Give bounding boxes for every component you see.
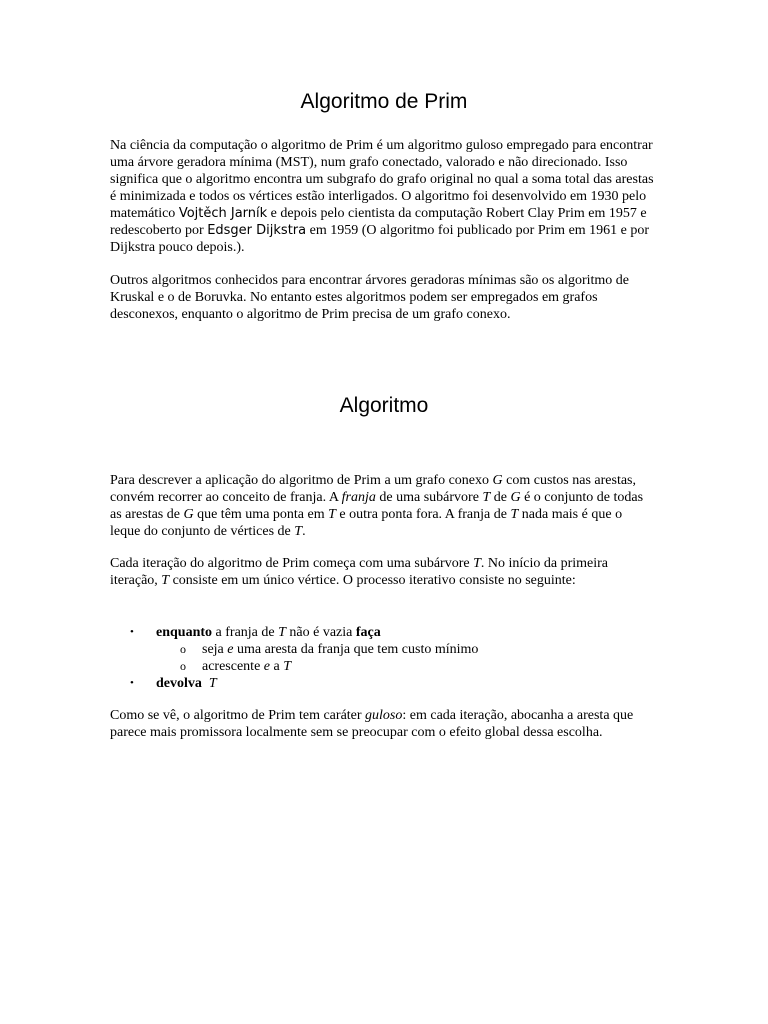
page-title: Algoritmo de Prim xyxy=(300,90,468,113)
list-item-text xyxy=(156,624,381,641)
text: : em cada iteração, abocanha a aresta que parece mais promissora localmente sem se preocupar com o efeito global dessa escolha. xyxy=(110,708,634,740)
var-t: T xyxy=(208,676,217,691)
var-t: T xyxy=(283,659,292,674)
list-item xyxy=(110,624,655,641)
intro-p1-middle: e depois pelo cientista da computação Robert Clay Prim em 1957 e redescoberto por xyxy=(110,206,647,238)
text: acrescente xyxy=(202,659,264,674)
text: Como se vê, o algoritmo de Prim tem caráter xyxy=(110,708,366,723)
algo-paragraph-3 xyxy=(110,707,655,741)
text: que têm uma ponta em xyxy=(193,507,329,522)
intro-paragraph-1 xyxy=(110,137,655,256)
text: e outra ponta fora. A franja de xyxy=(335,507,511,522)
term-guloso: guloso xyxy=(365,708,403,723)
section-title: Algoritmo xyxy=(339,394,429,417)
keyword-devolva: devolva xyxy=(156,676,202,691)
var-e: e xyxy=(263,659,271,674)
text: nada mais é que o leque do conjunto de vértices de xyxy=(110,507,623,539)
sub-list-item xyxy=(110,641,655,658)
var-t: T xyxy=(278,625,286,640)
link-jarnik[interactable]: Vojtěch Jarník xyxy=(178,206,268,221)
keyword-faca: faça xyxy=(355,625,381,640)
text: a franja de xyxy=(212,625,279,640)
keyword-enquanto: enquanto xyxy=(156,625,213,640)
intro-paragraph-2: Outros algoritmos conhecidos para encontrar árvores geradoras mínimas são os algoritmo de Kruskal e o de Boruvka. No entanto estes algoritmos podem ser empregados em grafos desconexos, enquanto o algoritmo de Prim precisa de um grafo conexo. xyxy=(110,273,630,322)
var-t: T xyxy=(510,507,519,522)
var-g: G xyxy=(510,490,521,505)
sub-bullet-icon: o xyxy=(180,659,186,673)
text: . No início da primeira iteração, xyxy=(110,556,609,588)
text: de xyxy=(490,490,511,505)
link-dijkstra[interactable]: Edsger Dijkstra xyxy=(207,223,307,238)
var-t: T xyxy=(294,524,303,539)
text: uma aresta da franja que tem custo mínimo xyxy=(233,642,479,657)
sub-list-item xyxy=(110,658,655,675)
algorithm-steps-list xyxy=(110,624,655,692)
text: não é vazia xyxy=(285,625,356,640)
var-e: e xyxy=(227,642,234,657)
term-franja: franja xyxy=(341,490,376,505)
sub-list-item-text xyxy=(202,658,291,675)
algo-paragraph-2 xyxy=(110,555,655,589)
var-t: T xyxy=(161,573,170,588)
text: seja xyxy=(202,642,228,657)
list-item xyxy=(110,675,655,692)
bullet-icon: • xyxy=(130,626,134,638)
algo-paragraph-1 xyxy=(110,472,655,540)
text: é o conjunto de todas as arestas de xyxy=(110,490,644,522)
text: . xyxy=(302,524,306,539)
sub-list-item-text xyxy=(202,641,478,658)
text: Para descrever a aplicação do algoritmo de Prim a um grafo conexo xyxy=(110,473,493,488)
var-t: T xyxy=(482,490,491,505)
text: consiste em um único vértice. O processo iterativo consiste no seguinte: xyxy=(169,573,576,588)
list-item-text xyxy=(156,675,217,692)
text: com custos nas arestas, convém recorrer ao conceito de franja. A xyxy=(110,473,636,505)
text: a xyxy=(270,659,284,674)
text: Cada iteração do algoritmo de Prim começa com uma subárvore xyxy=(110,556,474,571)
var-g: G xyxy=(183,507,194,522)
sub-bullet-icon: o xyxy=(180,642,186,656)
var-t: T xyxy=(328,507,336,522)
var-g: G xyxy=(492,473,503,488)
var-t: T xyxy=(473,556,481,571)
text: de uma subárvore xyxy=(375,490,483,505)
intro-p1-after: em 1959 (O algoritmo foi publicado por Prim em 1961 e por Dijkstra pouco depois.). xyxy=(110,223,650,255)
intro-p1-text: Na ciência da computação o algoritmo de Prim é um algoritmo guloso empregado para encontrar uma árvore geradora mínima (MST), num grafo conectado, valorado e não direcionado. Isso significa que o algoritmo encontra um subgrafo do grafo original no qual a soma total das arestas é minimizada e todos os vértices estão interligados. O algoritmo foi desenvolvido em 1930 pelo matemático xyxy=(110,138,654,221)
bullet-icon: • xyxy=(130,677,134,689)
